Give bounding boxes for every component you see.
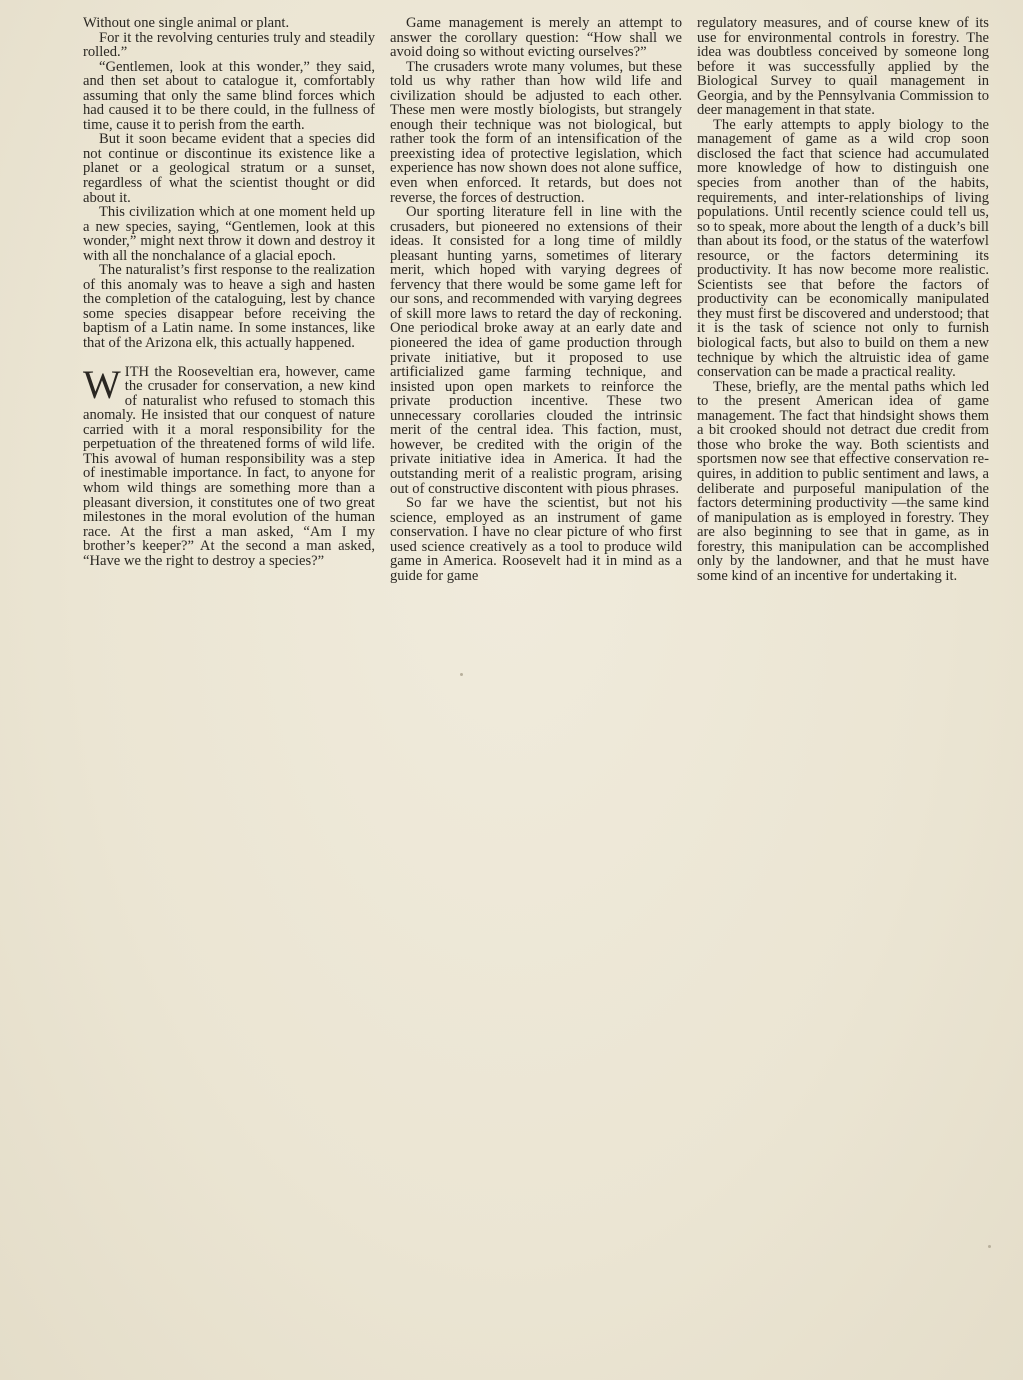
paragraph: But it soon became evident that a species did not continue or discontinue its existence like a planet or a geological stratum or a sunset, regardless of what the scientist thought or did about it. [83,131,375,206]
text-column-1 [83,16,375,568]
paragraph: Without one single animal or plant. [83,15,290,31]
paragraph: “Gentlemen, look at this wonder,” they said, and then set about to catalogue it, comfortably assuming that only the same blind forces which had caused it to be there could, in the fullness of time, cause it to perish from the earth. [83,58,375,133]
paragraph: For it the revolving centuries truly and steadily rolled.” [83,29,375,61]
paragraph: The early attempts to apply biology to the management of game as a wild crop soon disclosed the fact that science had accumulated more knowledge of how to distinguish one species from another than of the habits, requirements, and inter-relationships of living populations. Until recently science could tell us, so to speak, more about the length of a duck’s bill than about its food, or the status of the waterfowl resource, or the factors determining its productivity. It has now become more realistic. Scientists see that before the factors of productivity can be economically manipulated they must first be discovered and understood; that it is the task of science not only to furnish biological facts, but also to build on them a new technique by which the altruistic idea of game conservation can be made a practical reality. [697,116,989,381]
text-column-3 [697,16,989,583]
text-column-2 [390,16,682,583]
paragraph: This civilization which at one moment held up a new species, saying, “Gentlemen, look at this wonder,” might next throw it down and destroy it with all the nonchalance of a glacial epoch. [83,204,375,264]
paragraph: The naturalist’s first response to the realization of this anomaly was to heave a sigh and hasten the completion of the cataloguing, lest by chance some species disappear before receiving the baptism of a Latin name. In some instances, like that of the Arizona elk, this actually happened. [83,262,375,352]
paper-speck [460,673,463,676]
paragraph-text: ITH the Rooseveltian era, however, came the crusader for conservation, a new kind of naturalist who refused to stomach this anomaly. He insisted that our conquest of nature carried with it a moral responsibility for the perpetuation of the threatened forms of wild life. This avowal of human responsibility was a step of inestimable importance. In fact, to anyone for whom wild things are something more than a pleasant diversion, it constitutes one of two great milestones in the moral evolution of the human race. At the first a man asked, “Am I my brother’s keeper?” At the second a man asked, “Have we the right to destroy a species?” [83,363,375,569]
drop-cap: W [83,361,121,407]
paragraph: Game management is merely an attempt to answer the corollary question: “How shall we avoid doing so without evicting ourselves?” [390,15,682,61]
paragraph: The crusaders wrote many volumes, but these told us why rather than how wild life and civilization should be adjusted to each other. These men were mostly biologists, but strangely enough their technique was not biological, but rather took the form of an intensification of the preexisting idea of protective legislation, which experience has now shown does not alone suffice, even when enforced. It retards, but does not reverse, the forces of destruction. [390,58,682,206]
section-opening-paragraph [83,361,375,569]
paragraph: So far we have the scientist, but not his science, employed as an instrument of game conservation. I have no clear picture of who first used science creatively as a tool to produce wild game in America. Roosevelt had it in mind as a guide for game [390,495,682,584]
paragraph: regulatory measures, and of course knew of its use for environmental controls in forestry. The idea was doubtless conceived by someone long before it was successfully applied by the Biological Survey to quail management in Georgia, and by the Pennsylvania Commission to deer management in that state. [697,15,989,119]
paragraph: These, briefly, are the mental paths which led to the present American idea of game management. The fact that hindsight shows them a bit crooked should not detract due credit from those who broke the way. Both scientists and sportsmen now see that effective conservation requires, in addition to public sentiment and laws, a deliberate and purposeful manipulation of the factors determining productivity —the same kind of manipulation as is employed in forestry. They are also beginning to see that in game, as in forestry, this manipulation can be accomplished only by the landowner, and that he must have some kind of an incentive for undertaking it. [697,378,989,584]
paper-speck [988,1245,991,1248]
paragraph: Our sporting literature fell in line with the crusaders, but pioneered no extensions of their ideas. It consisted for a long time of mildly pleasant hunting yarns, sometimes of literary merit, which hoped with varying degrees of fervency that there would be some game left for our sons, and recommended with varying degrees of skill more laws to retard the day of reckoning. One periodical broke away at an early date and pioneered the idea of game production through private initiative, but it proposed to use artificialized game farming technique, and insisted upon open markets to reinforce the private production incentive. These two unnecessary corollaries clouded the intrinsic merit of the central idea. This faction, must, however, be credited with the origin of the private initiative idea in America. It had the outstanding merit of a realistic program, arising out of constructive discontent with pious phrases. [390,204,682,497]
